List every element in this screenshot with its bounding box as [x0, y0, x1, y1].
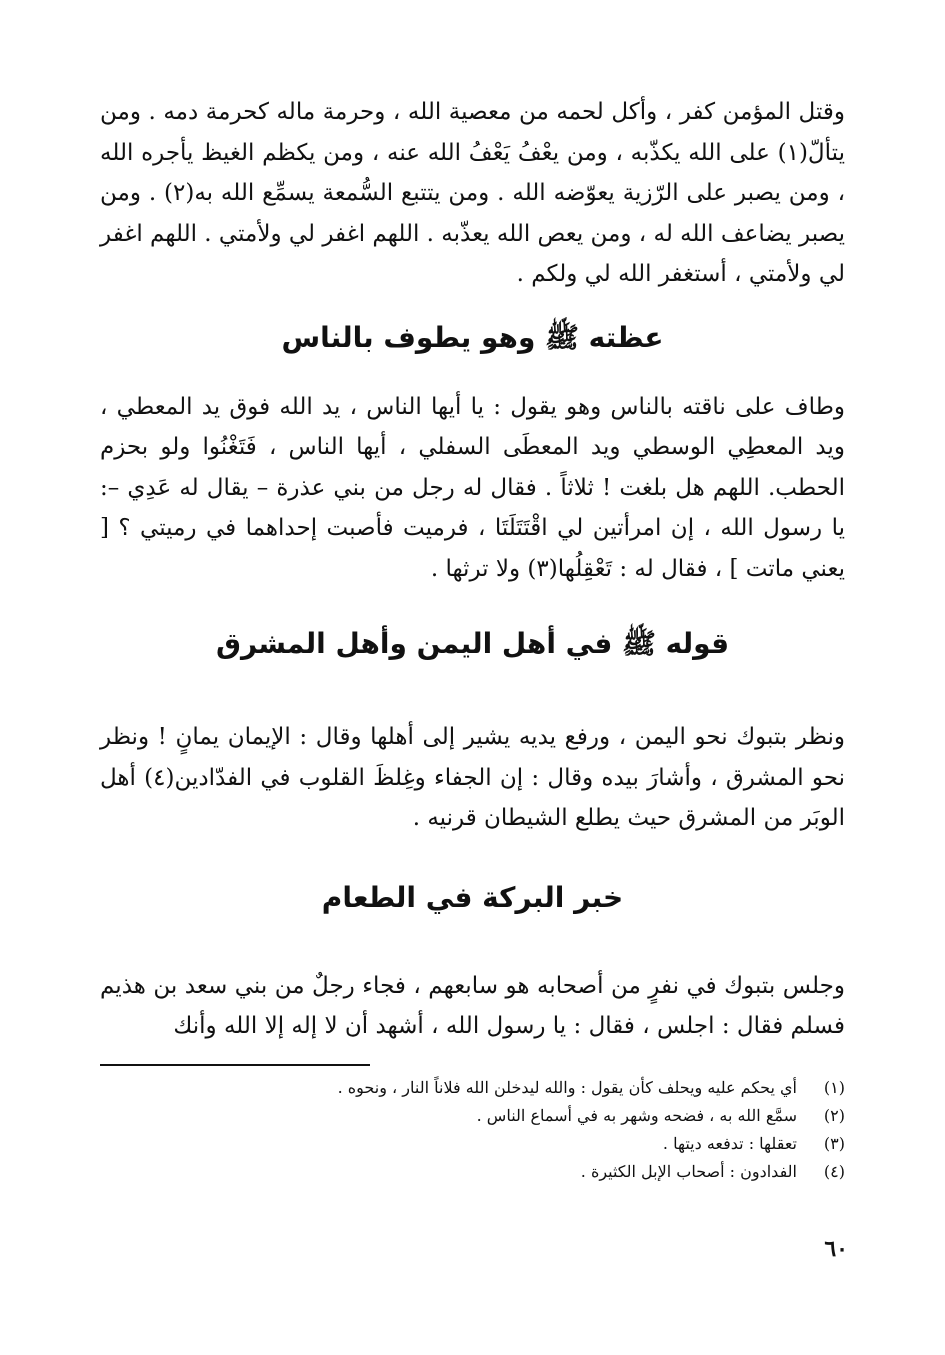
- footnote-text: سمَّع الله به ، فضحه وشهر به في أسماع الناس .: [476, 1106, 797, 1125]
- footnote-number: (٣): [823, 1134, 845, 1153]
- paragraph-yemen-east: ونظر بتبوك نحو اليمن ، ورفع يديه يشير إلى أهلها وقال : الإيمان يمانٍ ! ونظر نحو المشرق ، وأشارَ بيده وقال : إن الجفاء وغِلظَ القلوب في الفدّادين(٤) أهل الوبَر من المشرق حيث يطلع الشيطان قرنيه .: [100, 724, 845, 831]
- footnote-number: (٤): [823, 1162, 845, 1181]
- section-heading-yemen-east: قوله ﷺ في أهل اليمن وأهل المشرق: [215, 627, 730, 660]
- page-body: [100, 92, 845, 1047]
- footnote-item: [100, 1158, 845, 1186]
- footnote-text: تعقلها : تدفعه ديتها .: [662, 1134, 797, 1153]
- paragraph-opening: وقتل المؤمن كفر ، وأكل لحمه من معصية الله ، وحرمة ماله كحرمة دمه . ومن يتألّ(١) على الله يكذّبه ، ومن يعْفُ يَعْفُ الله عنه ، ومن يكظم الغيظ يأجره الله ، ومن يصبر على الرّزية يعوّضه الله . ومن يتتبع السُّمعة يسمِّع الله به(٢) . ومن يصبر يضاعف الله له ، ومن يعص الله يعذّبه . اللهم اغفر لي ولأمتي . اللهم اغفر لي ولأمتي ، أستغفر الله لي ولكم .: [100, 99, 845, 287]
- footnotes: [100, 1064, 845, 1186]
- footnote-number: (١): [823, 1078, 845, 1097]
- footnote-text: الفدادون : أصحاب الإبل الكثيرة .: [580, 1162, 797, 1181]
- footnote-item: [100, 1074, 845, 1102]
- footnote-item: [100, 1102, 845, 1130]
- page-number: ٦٠: [824, 1236, 848, 1262]
- footnote-divider: [100, 1064, 370, 1066]
- paragraph-blessing-food: وجلس بتبوك في نفرٍ من أصحابه هو سابعهم ، فجاء رجلٌ من بني سعد بن هذيم فسلم فقال : اجلس ، فقال : يا رسول الله ، أشهد أن لا إله إلا الله وأنك: [100, 972, 845, 1039]
- section-heading-blessing-food: خبر البركة في الطعام: [321, 880, 624, 914]
- footnote-item: [100, 1130, 845, 1158]
- footnote-number: (٢): [823, 1106, 845, 1125]
- footnote-text: أي يحكم عليه ويحلف كأن يقول : والله ليدخلن الله فلاناً النار ، ونحوه .: [337, 1078, 797, 1097]
- section-heading-sermon: عظته ﷺ وهو يطوف بالناس: [281, 320, 664, 354]
- paragraph-sermon: وطاف على ناقته بالناس وهو يقول : يا أيها الناس ، يد الله فوق يد المعطي ، ويد المعطِي الوسطي ويد المعطَى السفلي ، أيها الناس ، فَتَغْنُوا ولو بحزم الحطب. اللهم هل بلغت ! ثلاثاً . فقال له رجل من بني عذرة – يقال له عَدِي –: يا رسول الله ، إن امرأتين لي اقْتَتَلَتَا ، فرميت فأصبت إحداهما في رميتي ؟ [ يعني ماتت ] ، فقال له : تَعْقِلُها(٣) ولا ترثها .: [100, 393, 845, 582]
